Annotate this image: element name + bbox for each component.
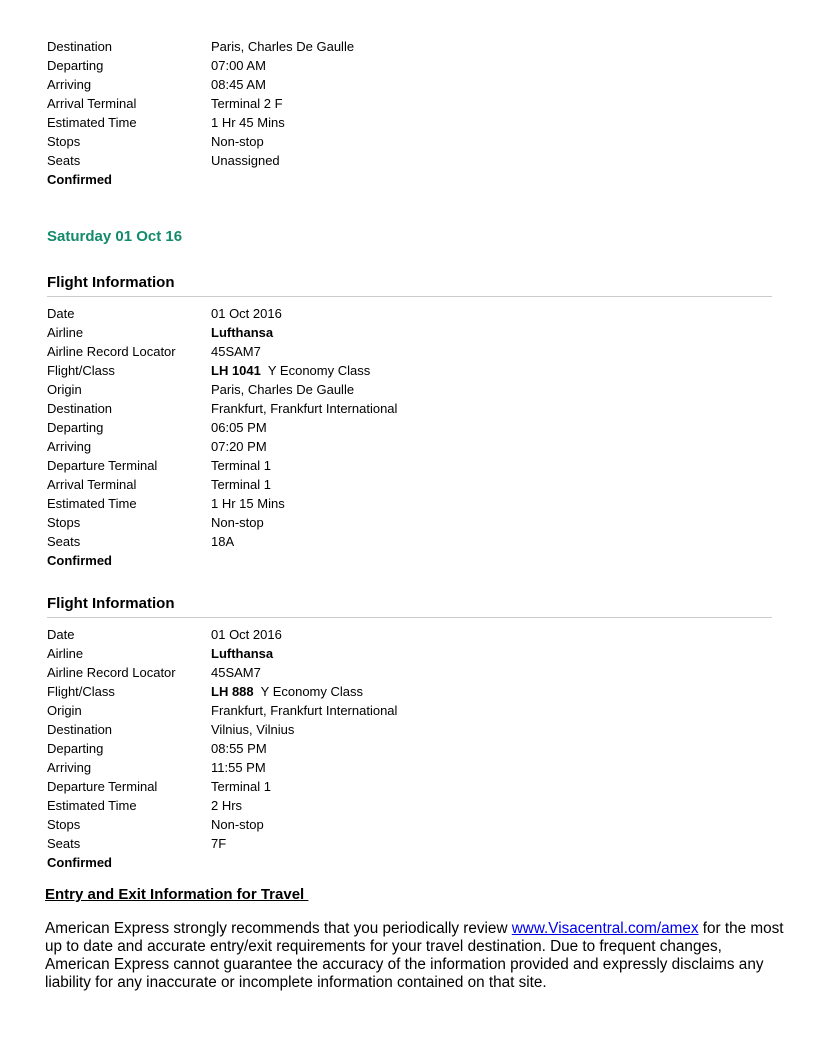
arriving-time: 07:20 PM	[211, 439, 267, 454]
row-value: 07:00 AM	[211, 58, 266, 73]
detail-row	[47, 475, 772, 494]
seats: 18A	[211, 534, 235, 549]
booking-status: Confirmed	[47, 855, 112, 870]
row-label: Date	[47, 306, 75, 321]
section-divider	[47, 296, 772, 297]
detail-row	[47, 796, 772, 815]
row-label: Arriving	[47, 760, 92, 775]
detail-row	[47, 644, 772, 663]
row-value: Terminal 2 F	[211, 96, 283, 111]
detail-row	[47, 682, 772, 701]
record-locator: 45SAM7	[211, 665, 261, 680]
departing-time: 06:05 PM	[211, 420, 267, 435]
row-label: Stops	[47, 817, 81, 832]
row-label: Flight/Class	[47, 684, 115, 699]
detail-row	[47, 418, 772, 437]
flight-class	[211, 361, 772, 380]
estimated-time: 2 Hrs	[211, 798, 243, 813]
detail-row	[47, 151, 772, 170]
record-locator: 45SAM7	[211, 344, 261, 359]
origin: Paris, Charles De Gaulle	[211, 382, 355, 397]
arriving-time: 11:55 PM	[211, 760, 266, 775]
row-label: Flight/Class	[47, 363, 115, 378]
flight-number: LH 1041	[211, 363, 261, 378]
row-label: Stops	[47, 515, 81, 530]
detail-row	[47, 342, 772, 361]
travel-class: Y Economy Class	[260, 684, 363, 699]
flight-info-section-2	[47, 594, 772, 872]
detail-row	[47, 758, 772, 777]
row-label: Departing	[47, 420, 104, 435]
detail-row	[47, 94, 772, 113]
row-label: Arriving	[47, 439, 92, 454]
seats: 7F	[211, 836, 227, 851]
departure-terminal: Terminal 1	[211, 779, 271, 794]
row-value: Non-stop	[211, 134, 264, 149]
row-label: Airline Record Locator	[47, 344, 176, 359]
entry-exit-heading: Entry and Exit Information for Travel	[45, 886, 309, 903]
detail-row	[47, 494, 772, 513]
notice-text-start: American Express strongly recommends that you periodically review	[45, 920, 512, 937]
row-label: Departure Terminal	[47, 458, 158, 473]
section-title: Flight Information	[47, 595, 175, 612]
row-label: Seats	[47, 534, 81, 549]
entry-exit-notice	[45, 920, 785, 992]
section-divider	[47, 617, 772, 618]
row-label: Airline Record Locator	[47, 665, 176, 680]
detail-row	[47, 532, 772, 551]
row-label: Stops	[47, 134, 81, 149]
booking-status: Confirmed	[47, 172, 112, 187]
stops: Non-stop	[211, 515, 264, 530]
row-label: Origin	[47, 703, 82, 718]
flight-number: LH 888	[211, 684, 254, 699]
row-label: Airline	[47, 325, 84, 340]
detail-row	[47, 777, 772, 796]
row-label: Seats	[47, 836, 81, 851]
flight-info-section-1	[47, 273, 772, 570]
destination: Vilnius, Vilnius	[211, 722, 295, 737]
detail-row	[47, 720, 772, 739]
row-value: 1 Hr 45 Mins	[211, 115, 285, 130]
row-label: Airline	[47, 646, 84, 661]
flight-class	[211, 682, 772, 701]
visacentral-link[interactable]: www.Visacentral.com/amex	[511, 920, 699, 937]
detail-row	[47, 663, 772, 682]
booking-status: Confirmed	[47, 553, 112, 568]
row-label: Origin	[47, 382, 82, 397]
row-label: Arrival Terminal	[47, 96, 137, 111]
detail-row	[47, 456, 772, 475]
stops: Non-stop	[211, 817, 264, 832]
detail-row	[47, 323, 772, 342]
notice-text-end: for the most up to date and accurate entry/exit requirements for your travel destination. Due to frequent changes, American Express cannot guarantee the accuracy of the information provided and expressly disclaims any liability for any inaccurate or incomplete information contained on that site.	[45, 920, 784, 991]
row-label: Departing	[47, 741, 104, 756]
row-value: 08:45 AM	[211, 77, 266, 92]
section-title: Flight Information	[47, 274, 175, 291]
detail-row	[47, 380, 772, 399]
detail-row	[47, 113, 772, 132]
row-label: Arrival Terminal	[47, 477, 137, 492]
detail-row	[47, 437, 772, 456]
row-label: Seats	[47, 153, 81, 168]
detail-row	[47, 75, 772, 94]
row-label: Date	[47, 627, 75, 642]
detail-row	[47, 815, 772, 834]
row-label: Estimated Time	[47, 496, 137, 511]
detail-row	[47, 56, 772, 75]
departing-time: 08:55 PM	[211, 741, 267, 756]
estimated-time: 1 Hr 15 Mins	[211, 496, 285, 511]
detail-row	[47, 513, 772, 532]
row-label: Departure Terminal	[47, 779, 158, 794]
detail-row	[47, 361, 772, 380]
detail-row	[47, 399, 772, 418]
detail-row	[47, 304, 772, 323]
detail-row	[47, 625, 772, 644]
detail-row	[47, 834, 772, 853]
row-label: Estimated Time	[47, 115, 137, 130]
detail-row	[47, 37, 772, 56]
departure-terminal: Terminal 1	[211, 458, 271, 473]
day-heading: Saturday 01 Oct 16	[47, 228, 183, 245]
flight-date: 01 Oct 2016	[211, 306, 282, 321]
travel-class: Y Economy Class	[267, 363, 371, 378]
airline-name: Lufthansa	[211, 646, 274, 661]
detail-row	[47, 739, 772, 758]
airline-name: Lufthansa	[211, 325, 274, 340]
row-label: Destination	[47, 401, 113, 416]
arrival-terminal: Terminal 1	[211, 477, 271, 492]
origin: Frankfurt, Frankfurt International	[211, 703, 398, 718]
row-label: Departing	[47, 58, 104, 73]
row-label: Arriving	[47, 77, 92, 92]
row-value: Unassigned	[211, 153, 280, 168]
detail-row	[47, 701, 772, 720]
row-label: Estimated Time	[47, 798, 137, 813]
row-label: Destination	[47, 722, 113, 737]
flight-date: 01 Oct 2016	[211, 627, 282, 642]
previous-flight-details	[47, 37, 772, 189]
row-value: Paris, Charles De Gaulle	[211, 39, 355, 54]
detail-row	[47, 132, 772, 151]
destination: Frankfurt, Frankfurt International	[211, 401, 398, 416]
row-label: Destination	[47, 39, 113, 54]
